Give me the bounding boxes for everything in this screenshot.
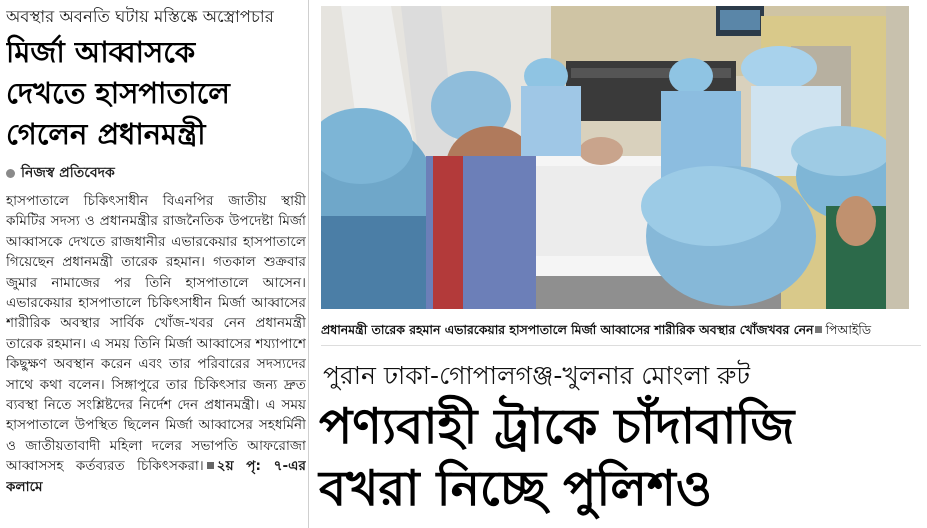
headline-line: মির্জা আব্বাসকে <box>6 35 196 69</box>
headline-line: পণ্যবাহী ট্রাকে চাঁদাবাজি <box>319 398 795 455</box>
byline-text: নিজস্ব প্রতিবেদক <box>21 165 115 181</box>
photo-caption <box>321 322 921 342</box>
square-bullet-icon <box>207 462 214 469</box>
hospital-room-photo <box>321 6 909 309</box>
story-headline <box>6 32 306 155</box>
story-kicker: অবস্থার অবনতি ঘটায় মস্তিষ্কে অস্ত্রোপচার <box>6 7 274 26</box>
headline-line: গেলেন প্রধানমন্ত্রী <box>6 117 206 151</box>
caption-text: প্রধানমন্ত্রী তারেক রহমান এভারকেয়ার হাসপাতালে মির্জা আব্বাসের শারীরিক অবস্থার খোঁজখবর নেন <box>321 322 814 337</box>
section-divider <box>321 345 921 346</box>
bullet-icon <box>6 169 15 178</box>
news-photo <box>321 6 909 309</box>
square-bullet-icon <box>815 326 822 333</box>
photo-credit: পিআইডি <box>825 322 871 337</box>
left-story <box>6 6 306 528</box>
second-story-kicker: পুরান ঢাকা-গোপালগঞ্জ-খুলনার মোংলা রুট <box>323 361 750 390</box>
story-body-text: হাসপাতালে চিকিৎসাধীন বিএনপির জাতীয় স্থায়ী কমিটির সদস্য ও প্রধানমন্ত্রীর রাজনৈতিক উপদেষ্টা মির্জা আব্বাসকে দেখতে রাজধানীর এভারকেয়ার হাসপাতালে গিয়েছেন প্রধানমন্ত্রী তারেক রহমান। গতকাল শুক্রবার জুমার নামাজের পর তিনি হাসপাতালে আসেন। এভারকেয়ার হাসপাতালে চিকিৎসাধীন মির্জা আব্বাসের শারীরিক অবস্থার সার্বিক খোঁজ-খবর নেন প্রধানমন্ত্রী তারেক রহমান। এ সময় তিনি মির্জা আব্বাসের শয্যাপাশে কিছুক্ষণ অবস্থান করেন এবং তার পরিবারের সদস্যদের সাথে কথা বলেন। সিঙ্গাপুরে তার চিকিৎসার জন্য দ্রুত ব্যবস্থা নিতে সংশ্লিষ্টদের নির্দেশ দেন প্রধানমন্ত্রী। এ সময় হাসপাতালে উপস্থিত ছিলেন মির্জা আব্বাসের সহধর্মিনী ও জাতীয়তাবাদী মহিলা দলের সভাপতি আফরোজা আব্বাসসহ কর্তব্যরত চিকিৎসকরা। <box>6 193 306 475</box>
column-divider <box>308 0 309 528</box>
second-story-headline <box>319 396 794 520</box>
byline <box>6 161 306 185</box>
continued-jump-link[interactable]: ২য় পৃ: ৭-এর কলামে <box>6 458 306 495</box>
story-body <box>6 191 306 497</box>
headline-line: বখরা নিচ্ছে পুলিশও <box>319 460 712 517</box>
headline-line: দেখতে হাসপাতালে <box>6 76 230 110</box>
